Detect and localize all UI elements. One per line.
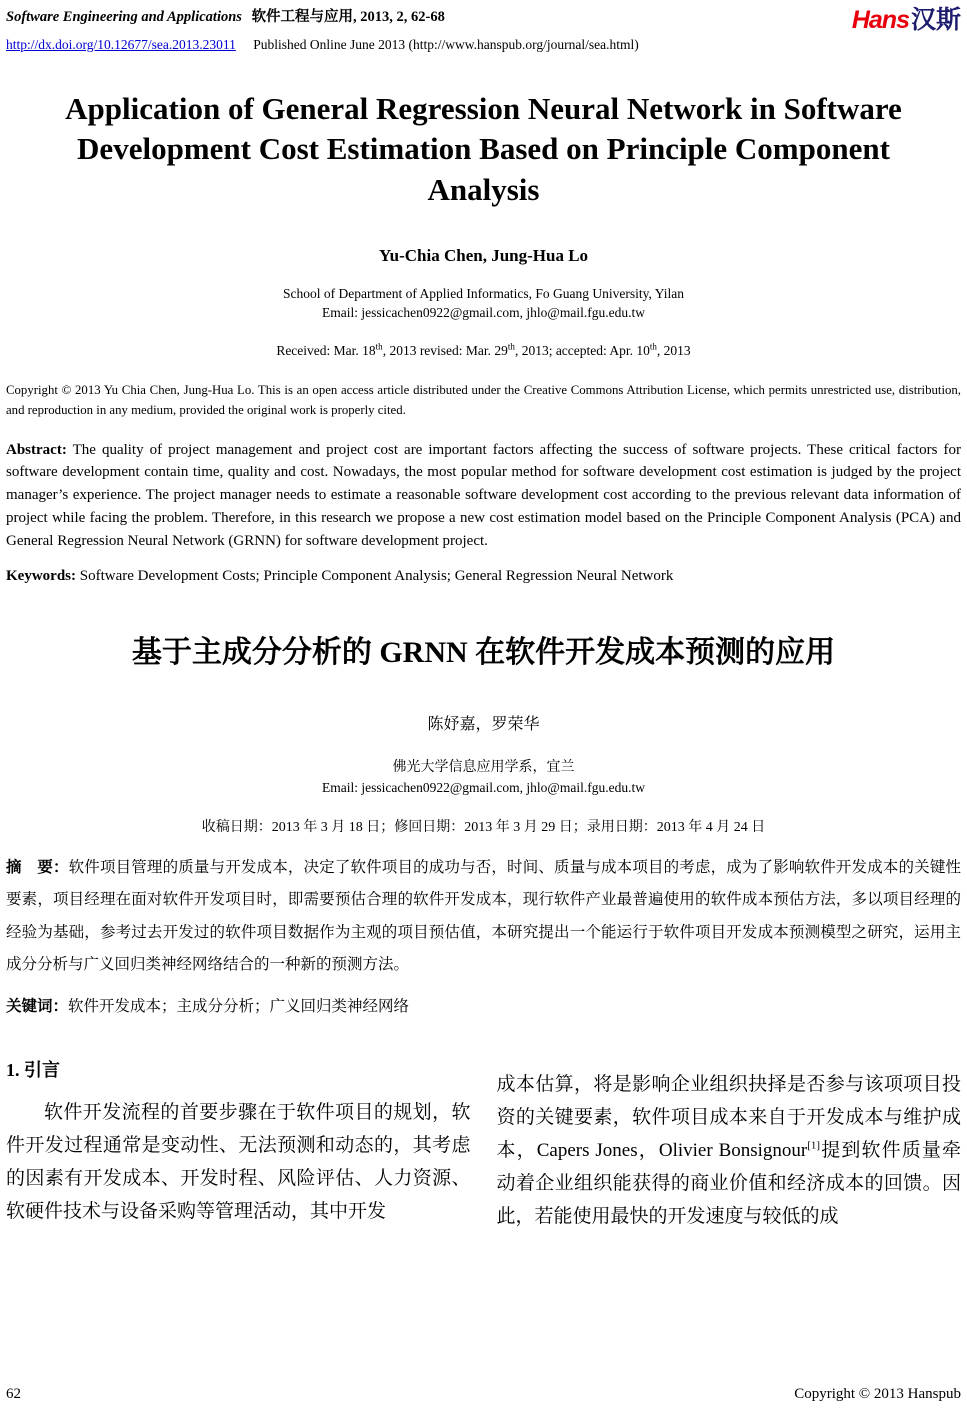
page-header (6, 8, 961, 33)
abstract-zh (6, 852, 961, 982)
published-info: Published Online June 2013 (http://www.hanspub.org/journal/sea.html) (253, 37, 639, 52)
hans-logo (852, 8, 961, 33)
affiliation-zh: 佛光大学信息应用学系，宜兰 (392, 759, 575, 775)
keywords-text-zh: 软件开发成本；主成分分析；广义回归类神经网络 (68, 997, 410, 1015)
journal-title-line (6, 8, 445, 27)
hans-logo-en: Hans (851, 6, 909, 34)
intro-right-paragraph (497, 1068, 962, 1233)
copyright-notice: Copyright © 2013 Yu Chia Chen, Jung-Hua Lo. This is an open access article distributed under the Creative Commons Attribution License, which permits unrestricted use, distribution, and reproduction in any medium, provided the original work is properly cited. (6, 382, 961, 417)
citation-ref-1: [1] (807, 1139, 821, 1152)
keywords-text-en: Software Development Costs; Principle Component Analysis; General Regression Neural Network (79, 567, 674, 584)
email-line-en: Email: jessicachen0922@gmail.com, jhlo@mail.fgu.edu.tw (322, 304, 645, 320)
journal-title-zh: 软件工程与应用, 2013, 2, 62-68 (251, 9, 445, 25)
keywords-en (6, 568, 961, 585)
email-line-zh: Email: jessicachen0922@gmail.com, jhlo@mail.fgu.edu.tw (322, 779, 645, 795)
intro-right-column (497, 1056, 962, 1233)
received-part: , 2013 revised: Mar. 29 (382, 342, 508, 358)
received-part: Received: Mar. 18 (276, 342, 376, 358)
intro-right-text-b: 提到软件质量牵动着企业组织能获得的商业价值和经济成本的回馈。因此，若能使用最快的开发速度与较低的成 (496, 1139, 961, 1227)
superscript-th: th (507, 341, 515, 352)
received-part: , 2013 (656, 342, 691, 358)
abstract-en (6, 439, 961, 553)
page-number: 62 (6, 1386, 21, 1402)
abstract-label-zh: 摘 要： (6, 858, 69, 876)
doi-link[interactable]: http://dx.doi.org/10.12677/sea.2013.23011 (6, 37, 236, 52)
hans-logo-zh: 汉斯 (910, 6, 961, 34)
superscript-th: th (649, 341, 657, 352)
authors-en: Yu-Chia Chen, Jung-Hua Lo (378, 245, 589, 265)
keywords-label-zh: 关键词： (6, 997, 69, 1015)
article-title-zh: 基于主成分分析的 GRNN 在软件开发成本预测的应用 (131, 635, 836, 669)
intro-left-column (6, 1056, 471, 1233)
superscript-th: th (375, 341, 383, 352)
received-dates (6, 343, 961, 359)
intro-columns (6, 1056, 961, 1233)
section-1-heading: 1. 引言 (6, 1059, 60, 1080)
abstract-text-en: The quality of project management and project cost are important factors affecting the success of software projects. These critical factors for software development contain time, quality and cost. Nowadays, the most popular method for software development cost estimation is judged by the project manager’s experience. The project manager needs to estimate a reasonable software development cost according to the previous relevant data information of project while facing the problem. Therefore, in this research we propose a new cost estimation model based on the Principle Component Analysis (PCA) and General Regression Neural Network (GRNN) for software development project. (6, 441, 962, 549)
received-dates-zh: 收稿日期：2013 年 3 月 18 日；修回日期：2013 年 3 月 29 日；录用日期：2013 年 4 月 24 日 (201, 819, 766, 835)
keywords-zh (6, 994, 961, 1016)
received-part: , 2013; accepted: Apr. 10 (514, 342, 650, 358)
keywords-label-en: Keywords: (6, 567, 76, 584)
footer-copyright: Copyright © 2013 Hanspub (794, 1386, 961, 1402)
page-footer (6, 1386, 961, 1403)
abstract-label-en: Abstract: (6, 441, 67, 458)
journal-title-en: Software Engineering and Applications (6, 9, 242, 25)
authors-zh: 陈妤嘉，罗荣华 (427, 715, 540, 733)
article-title-en: Application of General Regression Neural Network in Software Development Cost Estimation Based on Principle Component Analysis (65, 91, 902, 207)
abstract-text-zh: 软件项目管理的质量与开发成本，决定了软件项目的成功与否，时间、质量与成本项目的考虑，成为了影响软件开发成本的关键性要素，项目经理在面对软件开发项目时，即需要预估合理的软件开发成本，现行软件产业最普遍使用的软件成本预估方法，多以项目经理的经验为基础，参考过去开发过的软件项目数据作为主观的项目预估值，本研究提出一个能运行于软件项目开发成本预测模型之研究，运用主成分分析与广义回归类神经网络结合的一种新的预测方法。 (6, 858, 961, 974)
affiliation-en: School of Department of Applied Informatics, Fo Guang University, Yilan (283, 285, 684, 301)
intro-right-text-a: 成本估算，将是影响企业组织抉择是否参与该项项目投资的关键要素，软件项目成本来自于开发成本与维护成本，Capers Jones，Olivier Bonsignour (496, 1073, 961, 1161)
intro-left-paragraph: 软件开发流程的首要步骤在于软件项目的规划，软件开发过程通常是变动性、无法预测和动态的，其考虑的因素有开发成本、开发时程、风险评估、人力资源、软硬件技术与设备采购等管理活动，其中开发 (6, 1101, 471, 1222)
doi-line (6, 37, 961, 53)
